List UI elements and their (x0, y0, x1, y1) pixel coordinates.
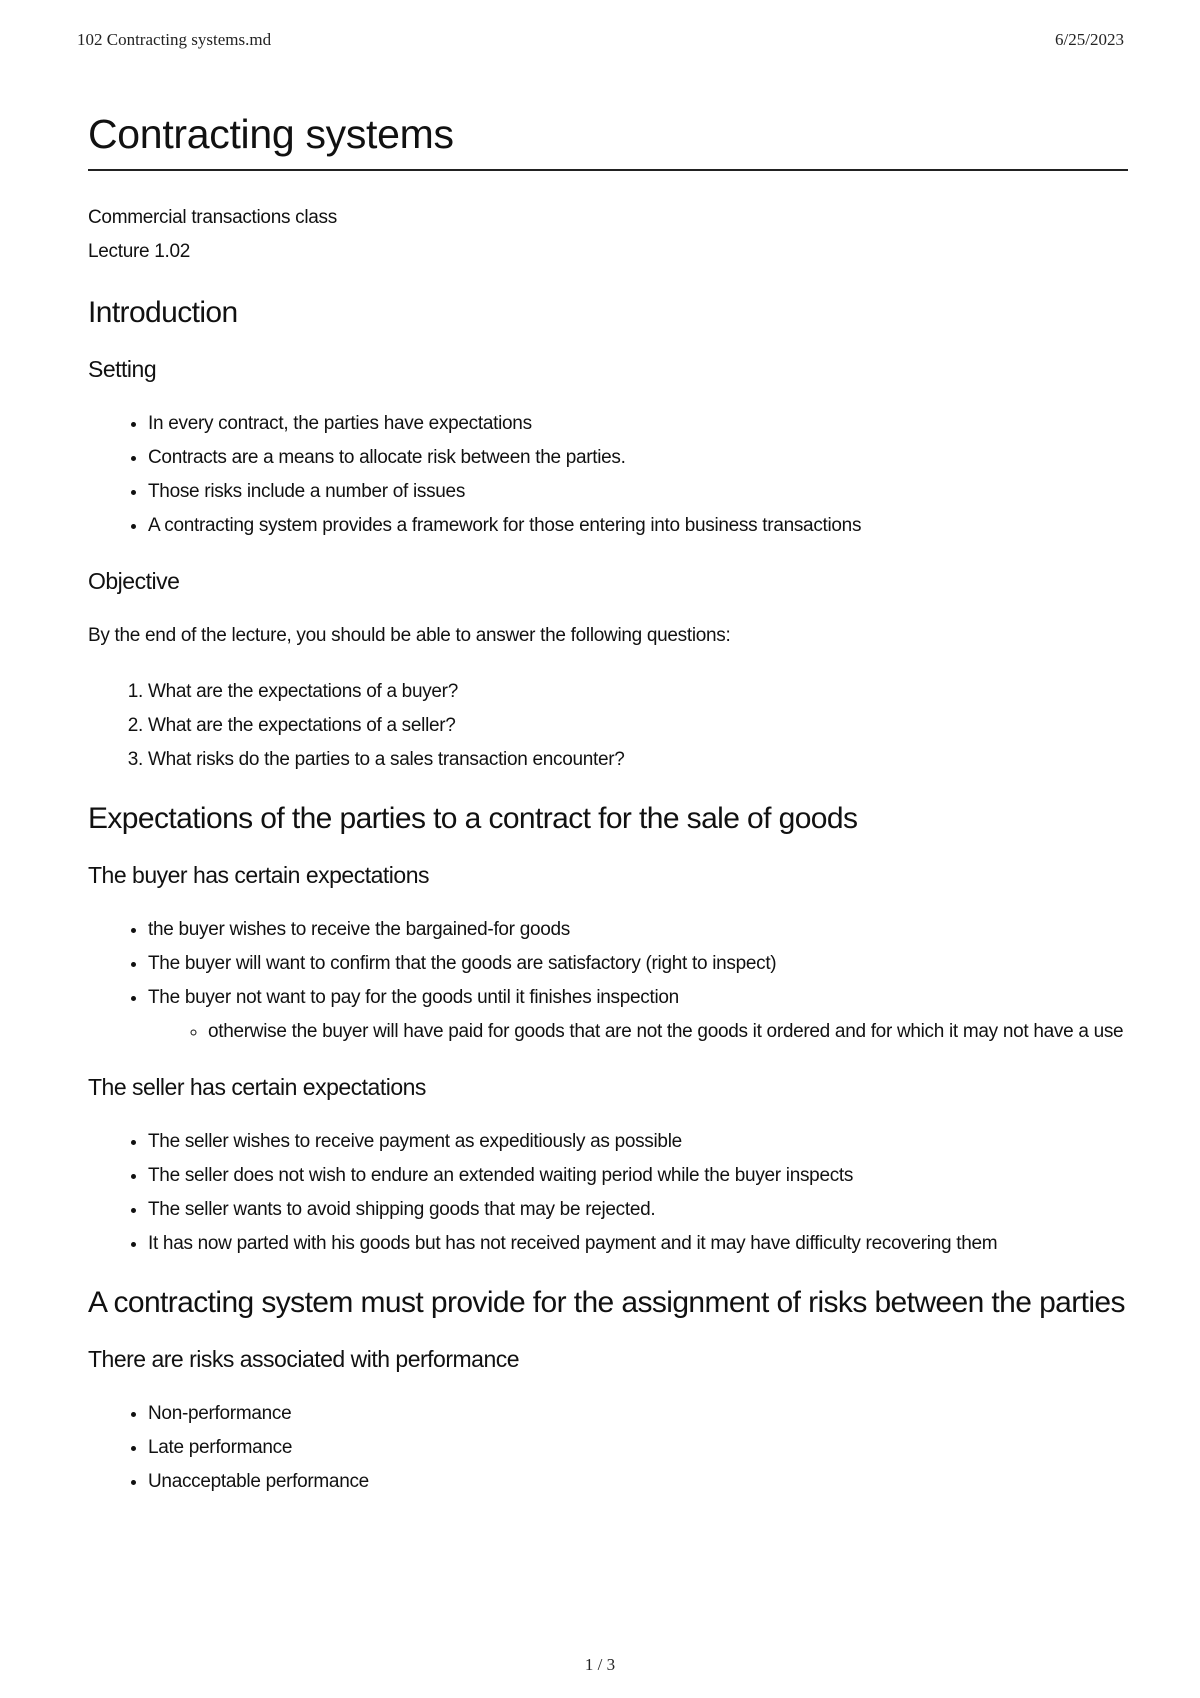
class-name: Commercial transactions class (88, 207, 337, 229)
list-item: • The buyer will want to confirm that the goods are satisfactory (right to inspect) (148, 947, 1128, 981)
list-item: • Contracts are a means to allocate risk between the parties. (148, 441, 1128, 475)
sub-list-item: ◦ otherwise the buyer will have paid for goods that are not the goods it ordered and for which it may not have a use (208, 1015, 1128, 1049)
heading-buyer: The buyer has certain expectations (88, 861, 429, 888)
list-item-text: The buyer not want to pay for the goods until it finishes inspection (148, 986, 679, 1008)
heading-setting: Setting (88, 356, 157, 383)
heading-expectations: Expectations of the parties to a contract for the sale of goods (88, 801, 858, 835)
buyer-sublist (148, 1015, 1128, 1049)
buyer-list (88, 913, 1128, 1049)
header-date: 6/25/2023 (1055, 30, 1124, 49)
list-item: • A contracting system provides a framework for those entering into business transactions (148, 509, 1128, 543)
list-item: • Unacceptable performance (148, 1465, 1128, 1499)
list-item: • Late performance (148, 1431, 1128, 1465)
list-item: • the buyer wishes to receive the bargained-for goods (148, 913, 1128, 947)
list-item: • The seller wishes to receive payment as expeditiously as possible (148, 1125, 1128, 1159)
questions-list (88, 675, 1128, 777)
heading-risks: A contracting system must provide for the assignment of risks between the parties (88, 1285, 1125, 1319)
list-item: 2. What are the expectations of a seller? (148, 709, 1128, 743)
list-item: • The seller does not wish to endure an extended waiting period while the buyer inspects (148, 1159, 1128, 1193)
list-item: 1. What are the expectations of a buyer? (148, 675, 1128, 709)
objective-text: By the end of the lecture, you should be able to answer the following questions: (88, 624, 731, 646)
setting-list (88, 407, 1128, 543)
heading-introduction: Introduction (88, 296, 238, 330)
list-item: • It has now parted with his goods but has not received payment and it may have difficulty recovering them (148, 1227, 1128, 1261)
heading-performance-risks: There are risks associated with performance (88, 1345, 520, 1372)
list-item (148, 981, 1128, 1049)
heading-objective: Objective (88, 568, 180, 595)
heading-seller: The seller has certain expectations (88, 1073, 426, 1100)
document-title: Contracting systems (88, 110, 1128, 171)
list-item: 3. What risks do the parties to a sales transaction encounter? (148, 743, 1128, 777)
header-filename: 102 Contracting systems.md (77, 30, 272, 49)
seller-list (88, 1125, 1128, 1261)
list-item: • In every contract, the parties have expectations (148, 407, 1128, 441)
list-item: • Non-performance (148, 1397, 1128, 1431)
document-meta (88, 201, 1128, 269)
document-body (88, 110, 1128, 1499)
list-item: • Those risks include a number of issues (148, 475, 1128, 509)
lecture-number: Lecture 1.02 (88, 241, 191, 263)
performance-risks-list (88, 1397, 1128, 1499)
list-item: • The seller wants to avoid shipping goods that may be rejected. (148, 1193, 1128, 1227)
page-number: 1 / 3 (584, 1655, 616, 1674)
